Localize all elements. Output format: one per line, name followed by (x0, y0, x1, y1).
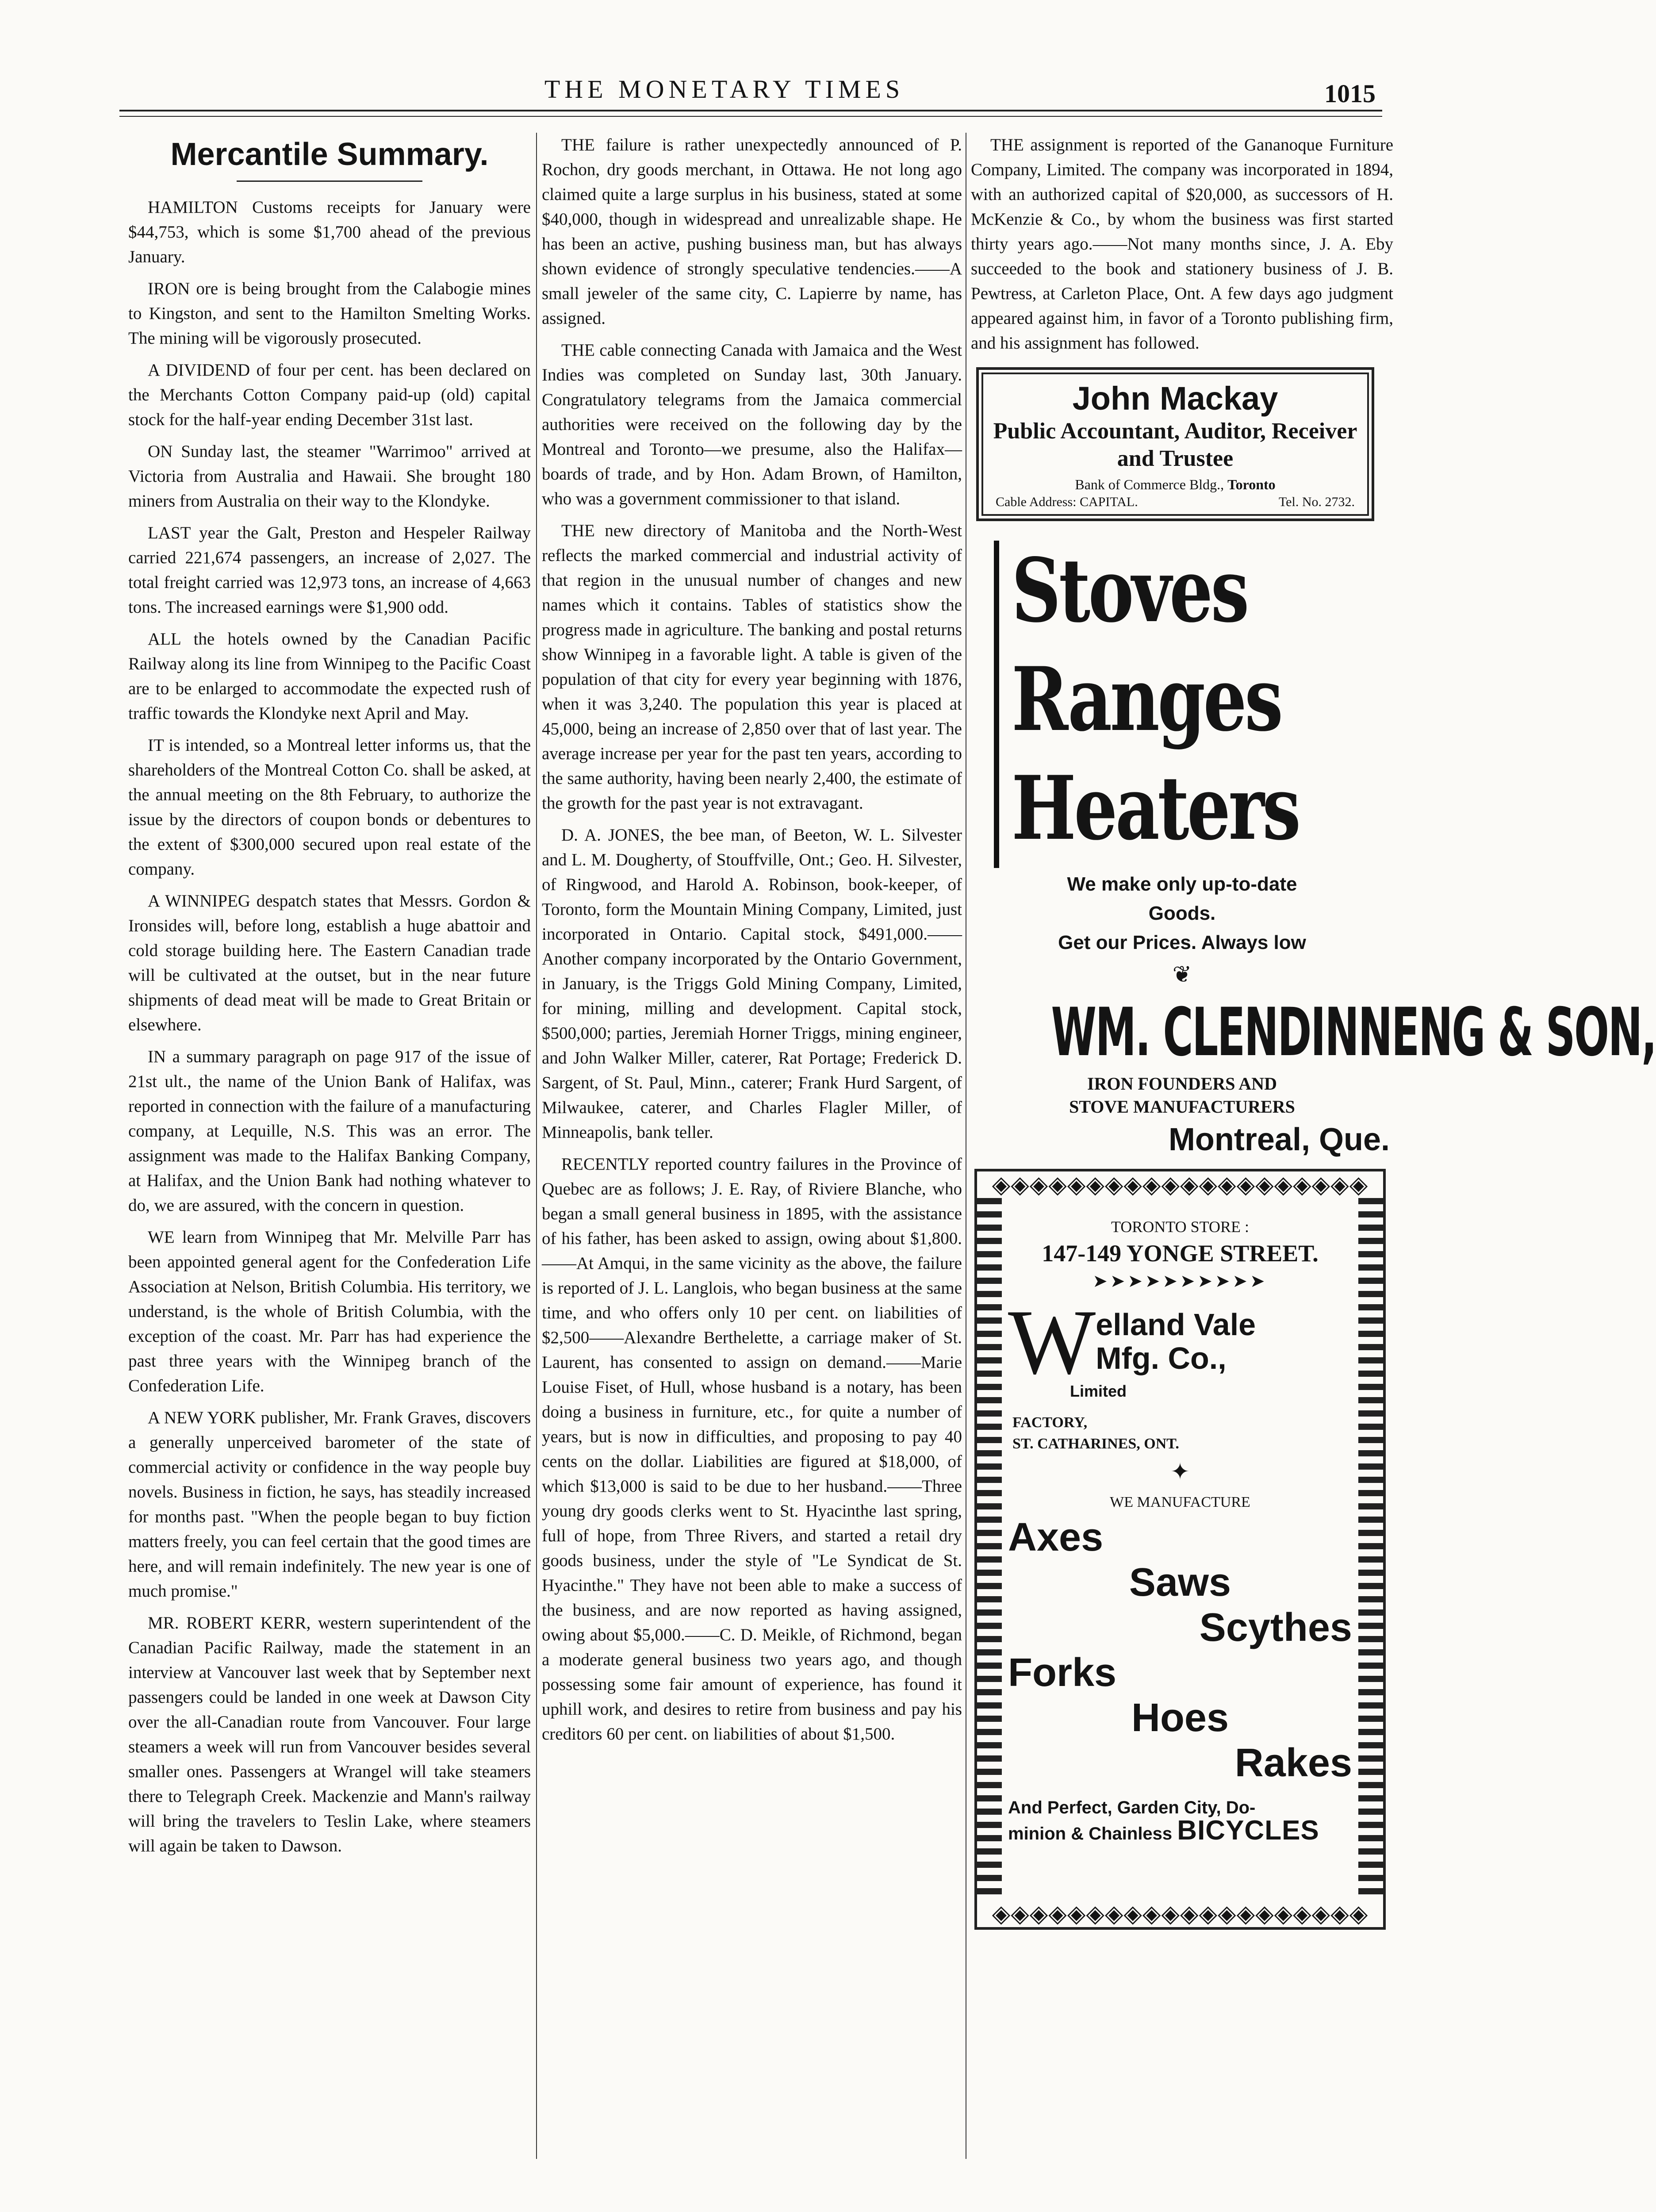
column-advertisements (971, 133, 1656, 2154)
factory-city: ST. CATHARINES, ONT. (1012, 1436, 1179, 1452)
news-item: THE new directory of Manitoba and the North-West reflects the marked commercial and industrial activity of that region in the unusual number of changes and new names which it contains. Tables of statistics show the progress made in agriculture. The banking and postal returns show Winnipeg in a favorable light. A table is given of the population of that city for every year beginning with 1876, when it was 3,240. The population this year is placed at 45,000, being an increase of 2,850 over that of last year. The average increase per year for the past ten years, according to the same authority, having been nearly 2,400, the estimate of the growth for the past year is not extravagant. (542, 521, 962, 813)
product-forks: Forks (1008, 1651, 1117, 1695)
section-title: Mercantile Summary. (170, 137, 489, 172)
advertiser-role-trustee: and Trustee (1117, 446, 1234, 471)
header-rule-thin (119, 116, 1382, 117)
news-item: A DIVIDEND of four per cent. has been declared on the Merchants Cotton Company paid-up (old) capital stock for the half-year ending December 31st last. (128, 361, 531, 429)
company-limited: Limited (1070, 1382, 1127, 1400)
ad-bracket (994, 541, 999, 868)
address-prefix: Bank of Commerce Bldg., (1075, 476, 1224, 492)
news-item: IT is intended, so a Montreal letter informs us, that the shareholders of the Montreal Cotton Co. shall be asked, at the annual meeting on the 8th February, to authorize the issue by the directors of coupon bonds or debentures to the extent of $300,000 secured upon real estate of the company. (128, 736, 531, 879)
column-news (542, 133, 962, 2154)
advertiser-contact (988, 494, 1363, 511)
stoves-ad (981, 536, 1393, 863)
arrow-divider-icon: ➤➤➤➤➤➤➤➤➤➤ (1092, 1271, 1268, 1291)
address-city: Toronto (1227, 476, 1276, 492)
title-rule (237, 180, 422, 182)
product-axes: Axes (1008, 1515, 1104, 1559)
factory-label: FACTORY, (1012, 1414, 1088, 1431)
bicycle-text-2 (1008, 1815, 1352, 1846)
news-item: IN a summary paragraph on page 917 of the issue of 21st ult., the name of the Union Bank of Halifax, was reported in connection with the failure of a manufacturing company, at Lequille, N.S. This was an error. The assignment was made to the Halifax Banking Company, at Halifax, and the Union Bank had nothing whatever to do, we are assured, with the concern in question. (128, 1047, 531, 1215)
chain-border-icon: ◈◈◈◈◈◈◈◈◈◈◈◈◈◈◈◈◈◈◈◈ (992, 1901, 1368, 1927)
news-item: THE failure is rather unexpectedly announced of P. Rochon, dry goods merchant, in Ottawa. He not long ago claimed quite a large surplus in his business, stated at some $40,000, though in widespread and unrealizable shape. He has been an active, pushing business man, but has always shown evidence of strongly speculative tendencies.——A small jeweler of the same city, C. Lapierre by name, has assigned. (542, 135, 962, 328)
product-hoes: Hoes (1131, 1696, 1229, 1740)
welland-vale-ad (974, 1169, 1386, 1930)
chain-border-left (977, 1198, 1002, 1901)
page-number: 1015 (1324, 79, 1376, 108)
initial-letter: W (1008, 1291, 1096, 1394)
telephone-number: Tel. No. 2732. (1278, 495, 1355, 509)
john-mackay-ad (976, 367, 1374, 521)
manufacture-label: WE MANUFACTURE (1110, 1494, 1250, 1510)
cable-address: Cable Address: CAPITAL. (996, 495, 1138, 509)
news-item: IRON ore is being brought from the Calabogie mines to Kingston, and sent to the Hamilton Smelting Works. The mining will be vigorously prosecuted. (128, 279, 531, 348)
company-name-line: Mfg. Co., (1096, 1341, 1227, 1375)
ad-tagline: Get our Prices. Always low (1058, 932, 1306, 953)
ad-headline-stoves: Stoves (1012, 539, 1247, 642)
news-item: A WINNIPEG despatch states that Messrs. Gordon & Ironsides will, before long, establish a huge abattoir and cold storage building here. The Eastern Canadian trade will be cultivated at the outset, but in the near future shipments of dead meat will be made to Great Britain or elsewhere. (128, 891, 531, 1034)
firm-description: IRON FOUNDERS AND (1087, 1074, 1277, 1094)
firm-city: Montreal, Que. (1168, 1122, 1390, 1157)
bicycle-line (1008, 1796, 1352, 1845)
store-label: TORONTO STORE : (1111, 1218, 1250, 1236)
company-name-line: elland Vale (1096, 1307, 1256, 1342)
firm-name: WM. CLENDINNENG & SON, (1051, 994, 1656, 1071)
running-head: THE MONETARY TIMES (544, 75, 905, 104)
product-rakes: Rakes (1234, 1741, 1352, 1785)
news-item: ALL the hotels owned by the Canadian Pacific Railway along its line from Winnipeg to the Pacific Coast are to be enlarged to accommodate the expected rush of traffic towards the Klondyke next April and May. (128, 630, 531, 723)
column-mercantile-summary (128, 133, 531, 2154)
ad-headline-ranges: Ranges (1012, 648, 1281, 751)
news-item: MR. ROBERT KERR, western superintendent of the Canadian Pacific Railway, made the statement in an interview at Vancouver last week that by September next passengers could be landed in one week at Dawson City over the all-Canadian route from Vancouver. Four large steamers a week will run from Vancouver besides several smaller ones. Passengers at Wrangel will take steamers there to Telegraph Creek. Mackenzie and Mann's railway will bring the travelers to Teslin Lake, where steamers will again be taken to Dawson. (128, 1613, 531, 1855)
news-item: WE learn from Winnipeg that Mr. Melville Parr has been appointed general agent for the Confederation Life Association at Nelson, British Columbia. His territory, we understand, is the whole of British Columbia, with the exception of the coast. Mr. Parr has had experience the past three years with the Winnipeg branch of the Confederation Life. (128, 1228, 531, 1395)
company-name-rest (1096, 1302, 1256, 1375)
bicycles-word: BICYCLES (1177, 1815, 1319, 1846)
chain-border-icon: ◈◈◈◈◈◈◈◈◈◈◈◈◈◈◈◈◈◈◈◈ (992, 1171, 1368, 1198)
news-item: THE cable connecting Canada with Jamaica and the West Indies was completed on Sunday last, 30th January. Congratulatory telegrams from the Jamaica commercial authorities were received on the following day by the Montreal and Toronto—we presume, also the Halifax—boards of trade, and by Hon. Adam Brown, of Hamilton, who was a government commissioner to that island. (542, 341, 962, 508)
store-address: 147-149 YONGE STREET. (1042, 1240, 1319, 1267)
news-item: ON Sunday last, the steamer "Warrimoo" arrived at Victoria from Australia and Hawaii. She brought 180 miners from Australia on their way to the Klondyke. (128, 442, 531, 511)
ad-tagline: Goods. (1148, 902, 1216, 924)
bicycle-text: And Perfect, Garden City, Do- (1008, 1798, 1256, 1817)
product-saws: Saws (1129, 1560, 1231, 1605)
chain-border-right (1358, 1198, 1383, 1901)
news-item: THE assignment is reported of the Gananoque Furniture Company, Limited. The company was incorporated in 1894, with an authorized capital of $20,000, as successors of H. McKenzie & Co., by whom the business was first started thirty years ago.——Not many months since, J. A. Eby succeeded to the book and stationery business of J. B. Pewtress, at Carleton Place, Ont. A few days ago judgment appeared against him, in favor of a Toronto publishing firm, and his assignment has followed. (971, 135, 1393, 353)
header-rule (119, 110, 1382, 111)
advertiser-role: Public Accountant, Auditor, Receiver (993, 419, 1357, 444)
product-scythes: Scythes (1199, 1605, 1352, 1650)
bicycle-text-part: minion & Chainless (1008, 1824, 1173, 1843)
ad-tagline: We make only up-to-date (1067, 873, 1297, 895)
ad-headline-heaters: Heaters (1012, 757, 1299, 860)
news-item: D. A. JONES, the bee man, of Beeton, W. L. Silvester and L. M. Dougherty, of Stouffville, Ont.; Geo. H. Silvester, of Ringwood, and Harold A. Robinson, book-keeper, of Toronto, form the Mountain Mining Company, Limited, just incorporated in Ontario. Capital stock, $491,000.——Another company incorporated by the Ontario Government, in January, is the Triggs Gold Mining Company, Limited, for mining, milling and development. Capital stock, $500,000; parties, Jeremiah Horner Triggs, mining engineer, and John Walker Miller, caterer, Rat Portage; Frederick D. Sargent, of St. Paul, Minn., caterer; Frank Hurd Sargent, of Milwaukee, caterer, and Charles Flagler Miller, of Minneapolis, bank teller. (542, 826, 962, 1142)
column-divider (536, 133, 537, 2159)
news-item: RECENTLY reported country failures in the Province of Quebec are as follows; J. E. Ray, of Riviere Blanche, who began a small general business in 1895, with the assistance of his father, has been asked to assign, owing about $1,800.——At Amqui, in the same vicinity as the above, the failure is reported of J. L. Langlois, who began business at the same time, and who offers only 10 per cent. on liabilities of $2,500——Alexandre Berthelette, a carriage maker of St. Laurent, has consented to assign on demand.——Marie Louise Fiset, of Hull, whose husband is a notary, has been doing a business in furniture, etc., for quite a number of years, but is now in difficulties, and proposing to pay 40 cents on the dollar. Liabilities are figured at $18,000, of which $13,000 is said to be due to her husband.——Three young dry goods clerks went to St. Hyacinthe last spring, full of hope, from Three Rivers, and started a retail dry goods business, under the style of "Le Syndicat de St. Hyacinthe." They have not been able to make a success of the business, and are now reported as having assigned, owing about $5,000.——C. D. Meikle, of Richmond, began a moderate general business two years ago, and though possessing some fair amount of experience, has found it uphill work, and desires to retire from business and pay his creditors 60 per cent. on liabilities of about $1,500. (542, 1155, 962, 1743)
news-item: HAMILTON Customs receipts for January were $44,753, which is some $1,700 ahead of the previous January. (128, 198, 531, 266)
firm-description: STOVE MANUFACTURERS (1069, 1097, 1295, 1117)
advertiser-address (988, 475, 1363, 494)
news-item: LAST year the Galt, Preston and Hespeler Railway carried 221,674 passengers, an increase of 2,027. The total freight carried was 12,973 tons, an increase of 4,663 tons. The increased earnings were $1,900 odd. (128, 523, 531, 617)
advertiser-name: John Mackay (1072, 380, 1278, 417)
divider-icon: ✦ (1170, 1459, 1190, 1485)
ornament-icon: ❦ (1172, 962, 1192, 987)
news-item: A NEW YORK publisher, Mr. Frank Graves, discovers a generally unperceived barometer of the state of commercial activity or confidence in the way people buy novels. Business in fiction, he says, has steadily increased for months past. "When the people began to buy fiction matters freely, you can feel certain that the good times are here, and will remain indefinitely. The new year is one of much promise." (128, 1408, 531, 1601)
